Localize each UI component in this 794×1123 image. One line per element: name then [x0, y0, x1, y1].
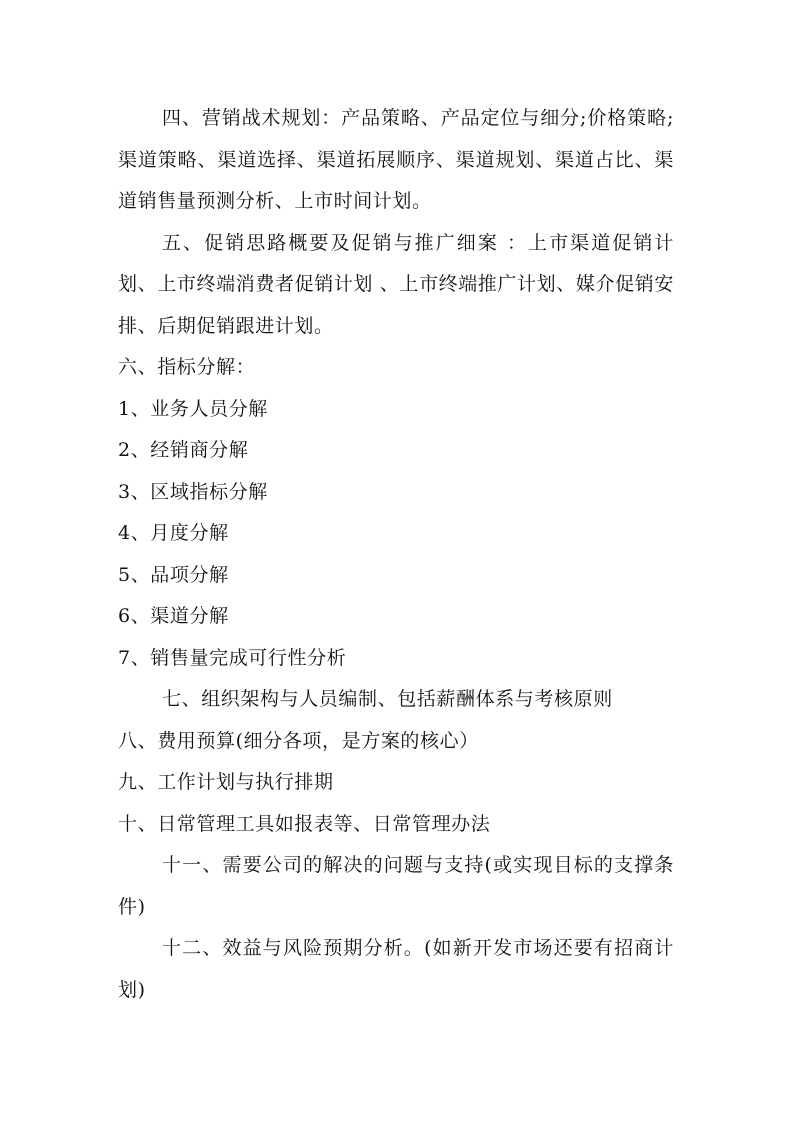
list-item: 1、业务人员分解 [118, 397, 268, 420]
list-item: 4、月度分解 [118, 522, 229, 544]
paragraph-company-support: 十一、需要公司的解决的问题与支持(或实现目标的支撑条件) [118, 854, 674, 918]
paragraph-marketing-tactics: 四、营销战术规划：产品策略、产品定位与细分;价格策略;渠道策略、渠道选择、渠道拓展顺序、渠道规划、渠道占比、渠道销售量预测分析、上市时间计划。 [118, 107, 674, 212]
heading-target-breakdown: 六、指标分解： [118, 356, 256, 378]
list-item: 5、品项分解 [118, 563, 229, 586]
document-body [118, 98, 674, 1011]
paragraph-organization: 七、组织架构与人员编制、包括薪酬体系与考核原则 [162, 688, 613, 710]
list-item: 2、经销商分解 [118, 439, 249, 461]
list-item: 3、区域指标分解 [118, 480, 268, 503]
paragraph-benefit-risk: 十二、效益与风险预期分析。(如新开发市场还要有招商计划) [118, 937, 674, 1001]
paragraph-work-plan: 九、工作计划与执行排期 [118, 771, 334, 793]
paragraph-daily-management: 十、日常管理工具如报表等、日常管理办法 [118, 812, 491, 835]
list-item: 7、销售量完成可行性分析 [118, 646, 347, 669]
paragraph-promotion-plan: 五、促销思路概要及促销与推广细案 ：上市渠道促销计划、上市终端消费者促销计划 、上市终端推广计划、媒介促销安排、后期促销跟进计划。 [118, 231, 674, 337]
paragraph-budget: 八、费用预算(细分各项，是方案的核心） [118, 729, 479, 752]
list-item: 6、渠道分解 [118, 605, 229, 627]
